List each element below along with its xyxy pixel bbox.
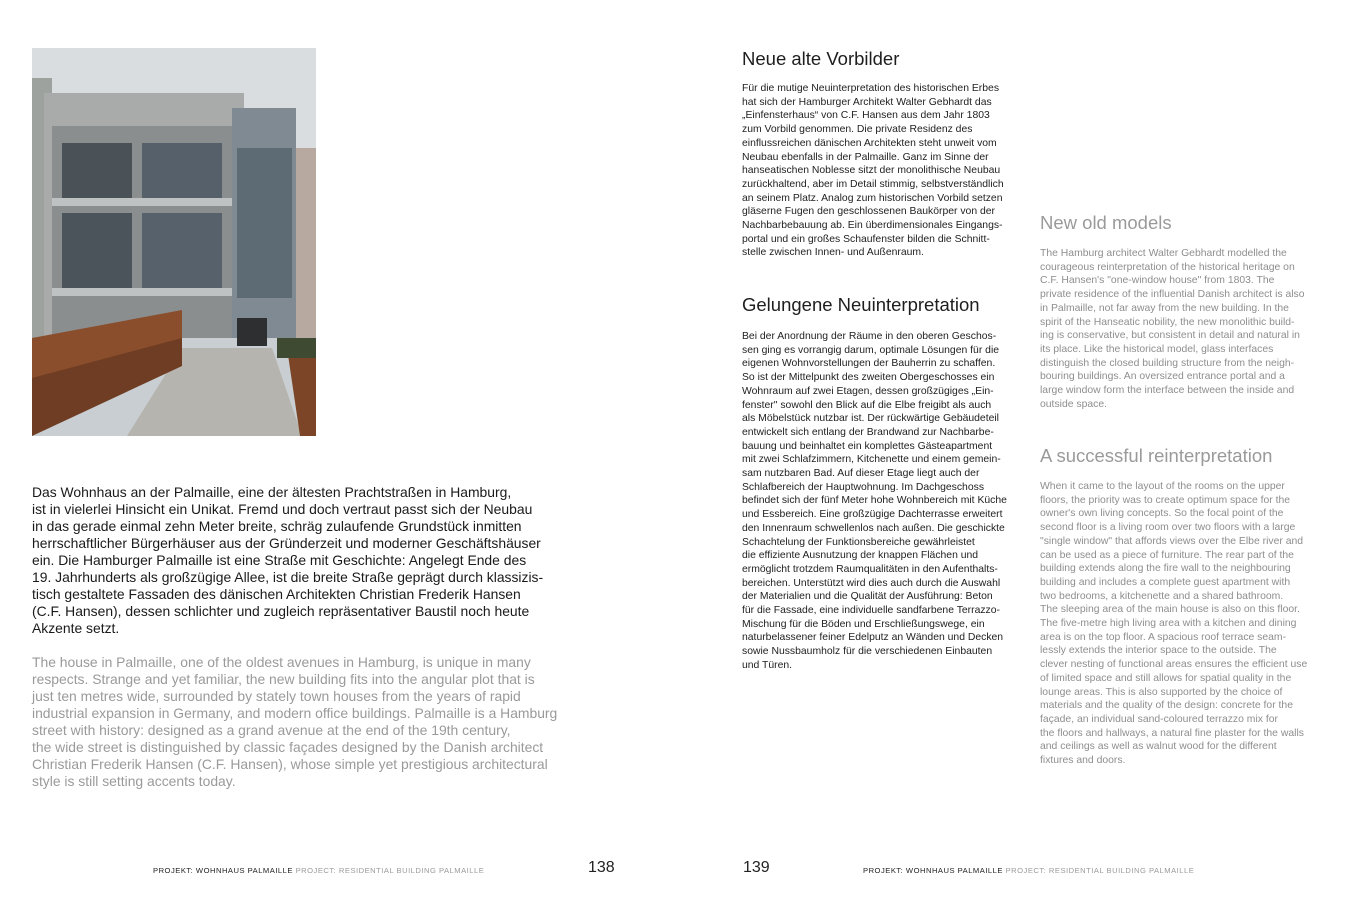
heading-new-old-models: New old models (1040, 212, 1172, 233)
text-line: The house in Palmaille, one of the oldest avenues in Hamburg, is unique in many (32, 654, 531, 670)
text-line: naturbelassener feiner Edelputz an Wänden und Decken (742, 632, 1004, 644)
text-line: und Türen. (742, 659, 793, 671)
text-line: Akzente setzt. (32, 620, 120, 636)
text-line: The Hamburg architect Walter Gebhardt modelled the (1040, 248, 1287, 259)
text-line: sen ging es vorrangig darum, optimale Lösungen für die (742, 344, 1000, 356)
text-line: respects. Strange and yet familiar, the new building fits into the angular plot that is (32, 671, 535, 687)
text-line: Neubau ebenfalls in der Palmaille. Ganz im Sinne der (742, 151, 989, 163)
footer-project-german: PROJEKT: WOHNHAUS PALMAILLE (863, 866, 1003, 875)
heading-gelungene-neuinterpretation: Gelungene Neuinterpretation (742, 294, 980, 315)
text-line: The five-metre high living area with a kitchen and dining (1040, 618, 1297, 630)
text-line: bereichen. Unterstützt wird dies auch durch die Auswahl (742, 577, 1001, 589)
text-line: mit zwei Schlafzimmern, Kitchenette und einem gemein- (742, 454, 1001, 466)
text-line: Schlafbereich der Hauptwohnung. Im Dachgeschoss (742, 481, 985, 493)
text-line: So ist der Mittelpunkt des zweiten Obergeschosses ein (742, 372, 995, 384)
text-line: Christian Frederik Hansen (C.F. Hansen), whose simple yet prestigious architectural (32, 756, 548, 772)
text-line: für die Fassade, eine individuelle sandfarbene Terrazzo- (742, 605, 1000, 617)
text-line: façade, an individual sand-coloured terrazzo mix for (1040, 713, 1278, 725)
text-line: its place. Like the historical model, glass interfaces (1040, 343, 1274, 355)
text-line: private residence of the influential Danish architect is also (1040, 289, 1305, 301)
text-line: Wohnraum auf zwei Etagen, dessen großzügiges „Ein- (742, 385, 994, 397)
text-line: ing is conservative, but consistent in detail and natural in (1040, 330, 1300, 342)
text-line: building and includes a complete guest apartment with (1040, 576, 1291, 588)
text-line: second floor is a living room over two floors with a large (1040, 522, 1296, 534)
text-line: of limited space and still allows for spatial quality in the (1040, 672, 1292, 684)
text-line: outside space. (1040, 398, 1108, 410)
left-footer (153, 866, 484, 875)
text-line: an seinem Platz. Analog zum historischen Vorbild setzen (742, 192, 1003, 204)
text-line: can be used as a piece of furniture. The rear part of the (1040, 549, 1294, 561)
text-line: Für die mutige Neuinterpretation des historischen Erbes (742, 83, 1000, 94)
text-line: und Essbereich. Eine großzügige Dachterrasse erweitert (742, 509, 1003, 521)
text-line: materials and the quality of the design: concrete for the (1040, 700, 1293, 712)
text-line: Bei der Anordnung der Räume in den oberen Geschos- (742, 331, 997, 342)
text-line: ermöglicht trotzdem Raumqualitäten in den Aufenthalts- (742, 563, 998, 575)
text-line: Nachbarbebauung ab. Ein überdimensionales Eingangs- (742, 220, 1003, 232)
text-line: entwickelt sich entlang der Brandwand zur Nachbarbe- (742, 426, 994, 438)
text-line: lessly extends the interior space to the outside. The (1040, 645, 1277, 657)
text-line: bouring buildings. An oversized entrance portal and a (1040, 371, 1285, 383)
text-line: spirit of the Hanseatic nobility, the new monolithic build- (1040, 316, 1295, 328)
section2-german-text (742, 330, 1007, 673)
text-line: ist in vielerlei Hinsicht ein Unikat. Fremd und doch vertraut passt sich der Neubau (32, 501, 533, 517)
text-line: two bedrooms, a kitchenette and a shared bathroom. (1040, 590, 1284, 602)
page-number-right: 139 (743, 859, 770, 876)
intro-german (32, 484, 543, 637)
text-line: sam nutzbaren Bad. Auf dieser Etage liegt auch der (742, 468, 980, 480)
text-line: floors, the priority was to create optimum space for the (1040, 494, 1291, 506)
text-line: die effiziente Ausnutzung der knappen Flächen und (742, 550, 979, 562)
text-line: tisch gestaltete Fassaden des dänischen Architekten Christian Frederik Hansen (32, 586, 521, 602)
text-line: and ceilings as well as walnut wood for the different (1040, 741, 1277, 753)
footer-project-german: PROJEKT: WOHNHAUS PALMAILLE (153, 866, 293, 875)
text-line: Schachtelung der Funktionsbereiche gewährleistet (742, 536, 975, 548)
building-photo (32, 48, 316, 436)
text-line: owner's own living concepts. So the focal point of the (1040, 508, 1284, 520)
text-line: The sleeping area of the main house is also on this floor. (1040, 604, 1300, 616)
text-line: the wide street is distinguished by classic façades designed by the Danish architect (32, 739, 544, 755)
text-line: just ten metres wide, surrounded by stately town houses from the years of rapid (32, 688, 521, 704)
text-line: herrschaftlicher Bürgerhäuser aus der Gründerzeit und moderner Geschäftshäuser (32, 535, 541, 551)
text-line: building extends along the fire wall to the neighbouring (1040, 563, 1291, 575)
text-line: eigenen Wohnvorstellungen der Bauherrin zu schaffen. (742, 358, 996, 370)
text-line: portal und ein großes Schaufenster bilden die Schnitt- (742, 233, 990, 245)
footer-project-english: PROJECT: RESIDENTIAL BUILDING PALMAILLE (295, 866, 485, 875)
section1-english-text (1040, 247, 1305, 411)
text-line: the floors and hallways, a natural fine plaster for the walls (1040, 727, 1304, 739)
text-line: street with history: designed as a grand avenue at the end of the 19th century, (32, 722, 511, 738)
text-line: der Materialien und die Qualität der Ausführung: Beton (742, 591, 993, 603)
text-line: den Innenraum schwellenlos nach außen. Die geschickte (742, 522, 1005, 534)
text-line: style is still setting accents today. (32, 773, 236, 789)
footer-project-english: PROJECT: RESIDENTIAL BUILDING PALMAILLE (1005, 866, 1195, 875)
text-line: hanseatischen Noblesse sitzt der monolithische Neubau (742, 165, 1001, 177)
section1-german-text (742, 82, 1004, 260)
right-footer (863, 866, 1194, 875)
text-line: industrial expansion in Germany, and modern office buildings. Palmaille is a Hamburg (32, 705, 558, 721)
text-line: "single window" that affords views over the Elbe river and (1040, 535, 1304, 547)
text-line: distinguish the closed building structure from the neigh- (1040, 357, 1295, 369)
text-line: fenster" sowohl den Blick auf die Elbe freigibt als auch (742, 399, 992, 411)
text-line: (C.F. Hansen), dessen schlichter und zugleich repräsentativer Baustil noch heute (32, 603, 530, 619)
text-line: clever nesting of functional areas ensures the efficient use (1040, 659, 1308, 671)
text-line: „Einfensterhaus“ von C.F. Hansen aus dem Jahr 1803 (742, 110, 990, 122)
text-line: zum Vorbild genommen. Die private Residenz des (742, 124, 973, 136)
text-line: befindet sich der fünf Meter hohe Wohnbereich mit Küche (742, 495, 1007, 507)
text-line: Mischung für die Böden und Erschließungswege, ein (742, 618, 985, 630)
text-line: in das gerade einmal zehn Meter breite, schräg zulaufende Grundstück inmitten (32, 518, 522, 534)
text-line: ein. Die Hamburger Palmaille ist eine Straße mit Geschichte: Angelegt Ende des (32, 552, 527, 568)
text-line: sowie Nussbaumholz für die verschiedenen Einbauten (742, 646, 993, 658)
heading-neue-alte-vorbilder: Neue alte Vorbilder (742, 48, 900, 69)
text-line: lounge areas. This is also supported by the choice of (1040, 686, 1283, 698)
text-line: gläserne Fugen den geschlossenen Baukörper von der (742, 206, 996, 218)
text-line: in Palmaille, not far away from the new building. In the (1040, 302, 1289, 314)
text-line: courageous reinterpretation of the historical heritage on (1040, 261, 1295, 273)
text-line: zurückhaltend, aber im Detail stimmig, selbstverständlich (742, 178, 1004, 190)
text-line: bauung und beinhaltet ein komplettes Gästeapartment (742, 440, 993, 452)
text-line: When it came to the layout of the rooms on the upper (1040, 481, 1285, 492)
text-line: einflussreichen dänischen Architekten steht unweit vom (742, 137, 997, 149)
page-number-left: 138 (588, 859, 615, 876)
text-line: stelle zwischen Innen- und Außenraum. (742, 247, 924, 259)
section2-english-text (1040, 480, 1307, 768)
text-line: hat sich der Hamburger Architekt Walter Gebhardt das (742, 96, 992, 108)
text-line: 19. Jahrhunderts als großzügige Allee, ist die breite Straße geprägt durch klassizis- (32, 569, 544, 585)
text-line: area is on the top floor. A spacious roof terrace seam- (1040, 631, 1287, 643)
text-line: als Möbelstück nutzbar ist. Der rückwärtige Gebäudeteil (742, 413, 999, 425)
text-line: large window form the interface between the inside and (1040, 385, 1295, 397)
text-line: C.F. Hansen's "one-window house" from 1803. The (1040, 275, 1275, 287)
text-line: Das Wohnhaus an der Palmaille, eine der ältesten Prachtstraßen in Hamburg, (32, 484, 512, 500)
intro-english (32, 654, 557, 790)
text-line: fixtures and doors. (1040, 755, 1126, 767)
heading-a-successful-reinterpretation: A successful reinterpretation (1040, 445, 1273, 466)
